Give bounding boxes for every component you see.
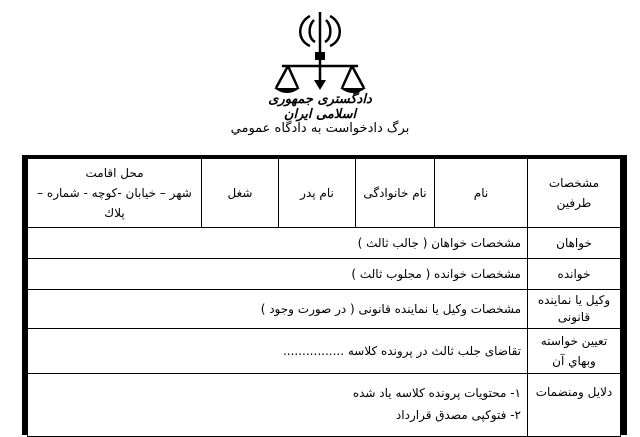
col-residence-title: محل اقامت	[85, 166, 144, 180]
attachment-item: ۲- فتوکپی مصدق قرارداد	[395, 408, 521, 422]
table-header-row	[28, 159, 621, 228]
col-father-name: نام پدر	[279, 159, 356, 228]
row-value	[28, 374, 528, 437]
attachment-item: ۱- محتويات پرونده کلاسه ياد شده	[352, 386, 521, 400]
col-parties: مشخصات طرفين	[528, 159, 621, 228]
iran-emblem-icon	[270, 8, 370, 96]
table-row	[28, 290, 621, 329]
logo-text: دادگستری جمهوری اسلامی ایران	[268, 92, 372, 122]
row-value: تقاضای جلب ثالث در پرونده کلاسه ................	[28, 329, 528, 374]
table-row	[28, 329, 621, 374]
table-row	[28, 228, 621, 259]
col-name: نام	[435, 159, 528, 228]
row-value: مشخصات خواهان ( جالب ثالث )	[28, 228, 528, 259]
row-value: مشخصات وکيل يا نماينده قانونی ( در صورت وجود )	[28, 290, 528, 329]
row-label: وکيل يا نماينده قانونی	[528, 290, 621, 329]
petition-table	[27, 158, 621, 437]
row-label: تعيين خواسته وبهاي آن	[528, 329, 621, 374]
col-occupation: شغل	[202, 159, 279, 228]
col-residence	[28, 159, 202, 228]
col-family-name: نام خانوادگی	[356, 159, 435, 228]
form-title: برگ دادخواست به دادگاه عمومي	[230, 121, 410, 136]
row-label: دلايل ومنضمات	[528, 374, 621, 437]
row-label: خواهان	[528, 228, 621, 259]
row-value: مشخصات خوانده ( مجلوب ثالث )	[28, 259, 528, 290]
table-row	[28, 374, 621, 437]
table-row	[28, 259, 621, 290]
col-residence-detail: شهر – خيابان -کوچه - شماره – پلاك	[37, 186, 192, 220]
row-label: خوانده	[528, 259, 621, 290]
